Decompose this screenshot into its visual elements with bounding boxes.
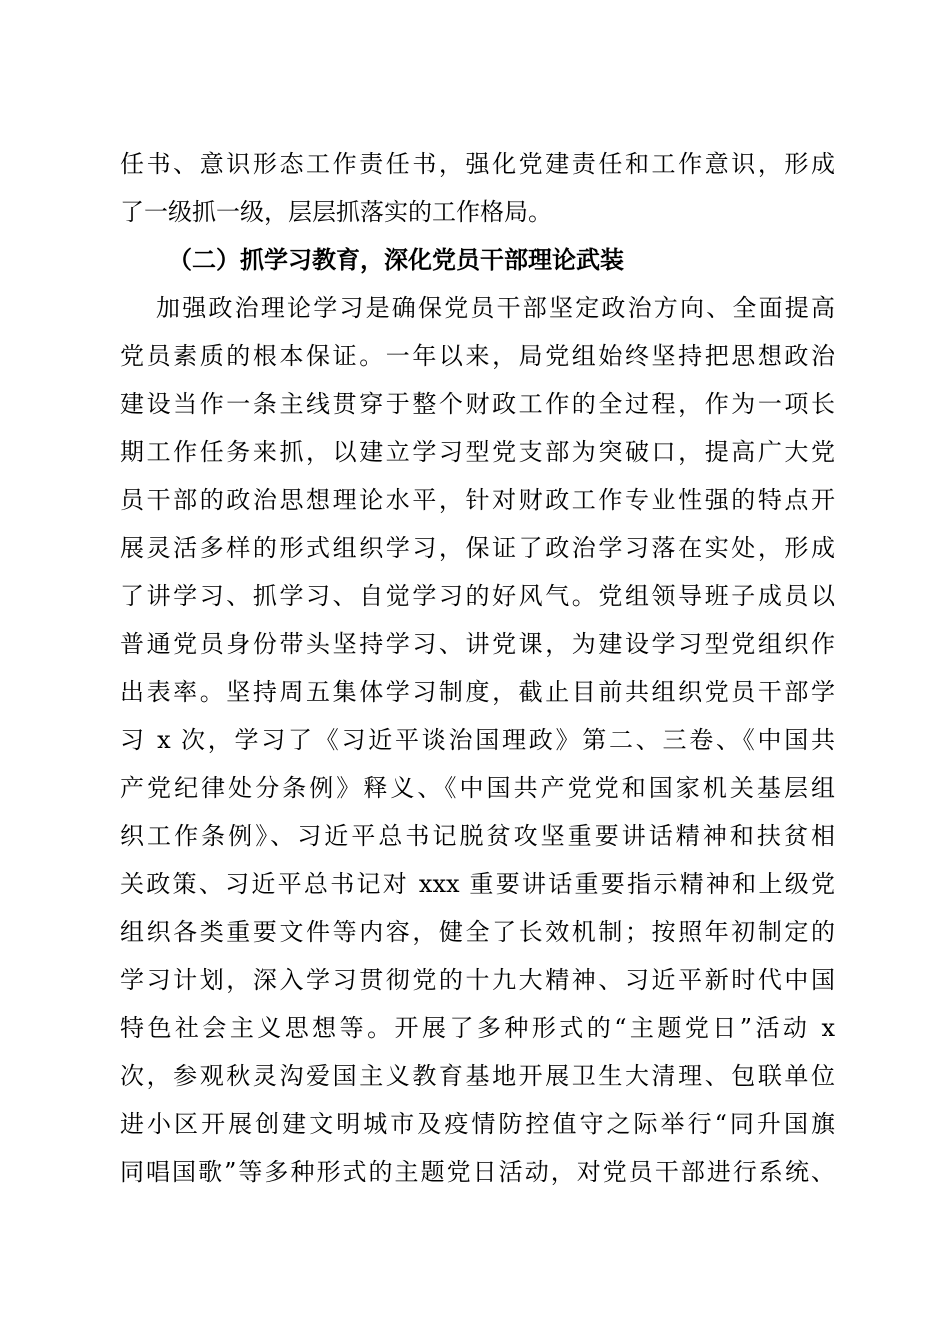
paragraph-line: 了讲学习、抓学习、自觉学习的好风气。党组领导班子成员以 — [120, 582, 835, 610]
paragraph-line: 进小区开展创建文明城市及疫情防控值守之际举行“同升国旗 — [120, 1110, 835, 1138]
paragraph-line: 党员素质的根本保证。一年以来，局党组始终坚持把思想政治 — [120, 342, 835, 370]
paragraph-line: 展灵活多样的形式组织学习，保证了政治学习落在实处，形成 — [120, 534, 835, 562]
paragraph-line: 关政策、习近平总书记对 xxx 重要讲话重要指示精神和上级党 — [120, 870, 835, 898]
paragraph-line: 次，参观秋灵沟爱国主义教育基地开展卫生大清理、包联单位 — [120, 1062, 835, 1090]
paragraph-line: 特色社会主义思想等。开展了多种形式的“主题党日”活动 x — [120, 1014, 835, 1042]
paragraph-line: 期工作任务来抓，以建立学习型党支部为突破口，提高广大党 — [120, 438, 835, 466]
paragraph-line: 学习计划，深入学习贯彻党的十九大精神、习近平新时代中国 — [120, 966, 835, 994]
paragraph-line: 组织各类重要文件等内容，健全了长效机制；按照年初制定的 — [120, 918, 835, 946]
paragraph-line: 加强政治理论学习是确保党员干部坚定政治方向、全面提高 — [156, 294, 835, 322]
paragraph-line: 建设当作一条主线贯穿于整个财政工作的全过程，作为一项长 — [120, 390, 835, 418]
body-text — [120, 140, 835, 1196]
paragraph-line: 习 x 次，学习了《习近平谈治国理政》第二、三卷、《中国共 — [120, 726, 835, 754]
paragraph-line: 普通党员身份带头坚持学习、讲党课，为建设学习型党组织作 — [120, 630, 835, 658]
paragraph-line: 出表率。坚持周五集体学习制度，截止目前共组织党员干部学 — [120, 678, 835, 706]
paragraph-line: 产党纪律处分条例》释义、《中国共产党党和国家机关基层组 — [120, 774, 835, 802]
paragraph-line: 任书、意识形态工作责任书，强化党建责任和工作意识，形成 — [120, 150, 835, 178]
paragraph-line: 了一级抓一级，层层抓落实的工作格局。 — [120, 198, 552, 226]
paragraph-line: 同唱国歌”等多种形式的主题党日活动，对党员干部进行系统、 — [120, 1158, 835, 1186]
paragraph-line: 织工作条例》、习近平总书记脱贫攻坚重要讲话精神和扶贫相 — [120, 822, 835, 850]
paragraph-line: 员干部的政治思想理论水平，针对财政工作专业性强的特点开 — [120, 486, 835, 514]
section-heading: （二）抓学习教育，深化党员干部理论武装 — [168, 245, 624, 274]
